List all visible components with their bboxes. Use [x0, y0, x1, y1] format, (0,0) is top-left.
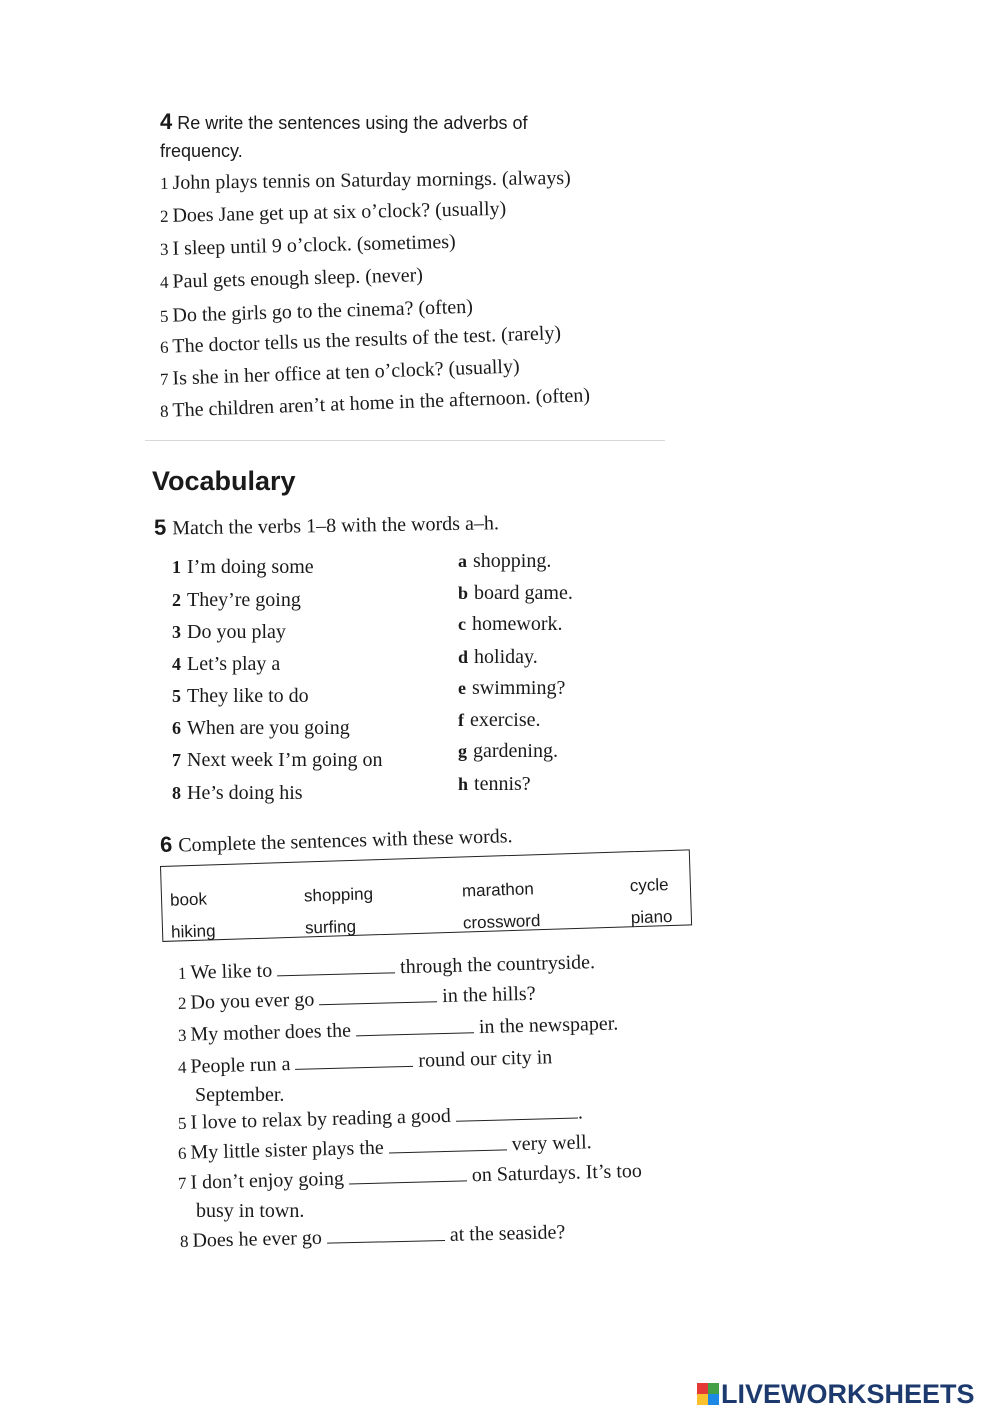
match-left-item: 3 Do you play [172, 621, 286, 643]
word-box-item: crossword [462, 911, 541, 933]
answer-blank[interactable] [388, 1135, 506, 1153]
match-right-item: e swimming? [458, 677, 566, 699]
match-left-item: 2 They’re going [172, 589, 301, 611]
ex4-sentence: 2 Does Jane get up at six o’clock? (usually) [159, 197, 507, 227]
ex6-sentence-continuation: September. [195, 1084, 285, 1106]
ex6-sentence: 8 Does he ever go at the seaside? [179, 1221, 566, 1252]
answer-blank[interactable] [295, 1052, 413, 1070]
ex4-sentence: 1 John plays tennis on Saturday mornings. (always) [159, 166, 571, 194]
answer-blank[interactable] [327, 1226, 445, 1244]
match-right-item: d holiday. [458, 646, 538, 668]
logo-text: LIVEWORKSHEETS [721, 1378, 975, 1409]
match-right-item: f exercise. [458, 709, 541, 731]
exercise-instruction: Complete the sentences with these words. [177, 825, 513, 857]
match-right-item: b board game. [458, 582, 573, 604]
liveworksheets-logo-icon [697, 1383, 719, 1405]
ex4-sentence: 7 Is she in her office at ten o’clock? (usually) [159, 355, 520, 390]
answer-blank[interactable] [456, 1104, 578, 1122]
match-left-item: 5 They like to do [172, 685, 309, 707]
word-box-item: book [169, 889, 208, 910]
liveworksheets-logo [697, 1378, 975, 1410]
answer-blank[interactable] [277, 958, 395, 976]
word-box-item: marathon [461, 879, 535, 901]
answer-blank[interactable] [356, 1018, 474, 1036]
word-box [160, 849, 692, 942]
exercise-number: 4 [160, 109, 173, 134]
match-right-item: h tennis? [458, 773, 531, 795]
ex4-sentence: 4 Paul gets enough sleep. (never) [159, 264, 424, 293]
match-left-item: 7 Next week I’m going on [172, 749, 383, 771]
match-right-item: c homework. [458, 613, 563, 635]
word-box-item: piano [630, 906, 673, 928]
exercise-instruction: Match the verbs 1–8 with the words a–h. [172, 512, 500, 540]
word-box-item: surfing [304, 916, 357, 938]
word-box-item: shopping [303, 884, 374, 906]
answer-blank[interactable] [349, 1166, 467, 1184]
ex4-sentence: 8 The children aren’t at home in the afternoon. (often) [159, 384, 591, 422]
ex4-sentence: 3 I sleep until 9 o’clock. (sometimes) [159, 230, 456, 260]
ex6-sentence: 7 I don’t enjoy going on Saturdays. It’s too [177, 1159, 643, 1194]
ex6-sentence: 4 People run a round our city in [177, 1046, 553, 1078]
answer-blank[interactable] [319, 987, 437, 1005]
ex6-sentence: 1 We like to through the countryside. [177, 951, 596, 984]
exercise-number: 5 [153, 514, 167, 540]
vocabulary-title: Vocabulary [152, 466, 296, 496]
ex6-sentence: 5 I love to relax by reading a good . [177, 1101, 584, 1134]
exercise-instruction: Re write the sentences using the adverbs of frequency. [160, 113, 528, 161]
match-right-item: a shopping. [458, 550, 552, 572]
exercise-5-heading [154, 509, 499, 540]
ex6-sentence: 3 My mother does the in the newspaper. [177, 1012, 619, 1046]
match-left-item: 4 Let’s play a [172, 653, 281, 675]
section-divider [145, 440, 665, 441]
word-box-item: hiking [170, 921, 216, 942]
match-left-item: 8 He’s doing his [172, 782, 303, 804]
ex4-sentence: 6 The doctor tells us the results of the test. (rarely) [159, 322, 562, 358]
match-left-item: 1 I’m doing some [172, 556, 314, 578]
ex6-sentence: 2 Do you ever go in the hills? [177, 982, 536, 1014]
ex6-sentence: 6 My little sister plays the very well. [177, 1131, 592, 1164]
word-box-item: cycle [629, 875, 669, 896]
match-left-item: 6 When are you going [172, 717, 350, 739]
exercise-number: 6 [159, 831, 173, 857]
exercise-6-heading [160, 822, 513, 858]
ex4-sentence: 5 Do the girls go to the cinema? (often) [159, 295, 474, 327]
ex6-sentence-continuation: busy in town. [196, 1200, 305, 1222]
match-right-item: g gardening. [458, 740, 558, 762]
exercise-4-heading [160, 108, 600, 165]
